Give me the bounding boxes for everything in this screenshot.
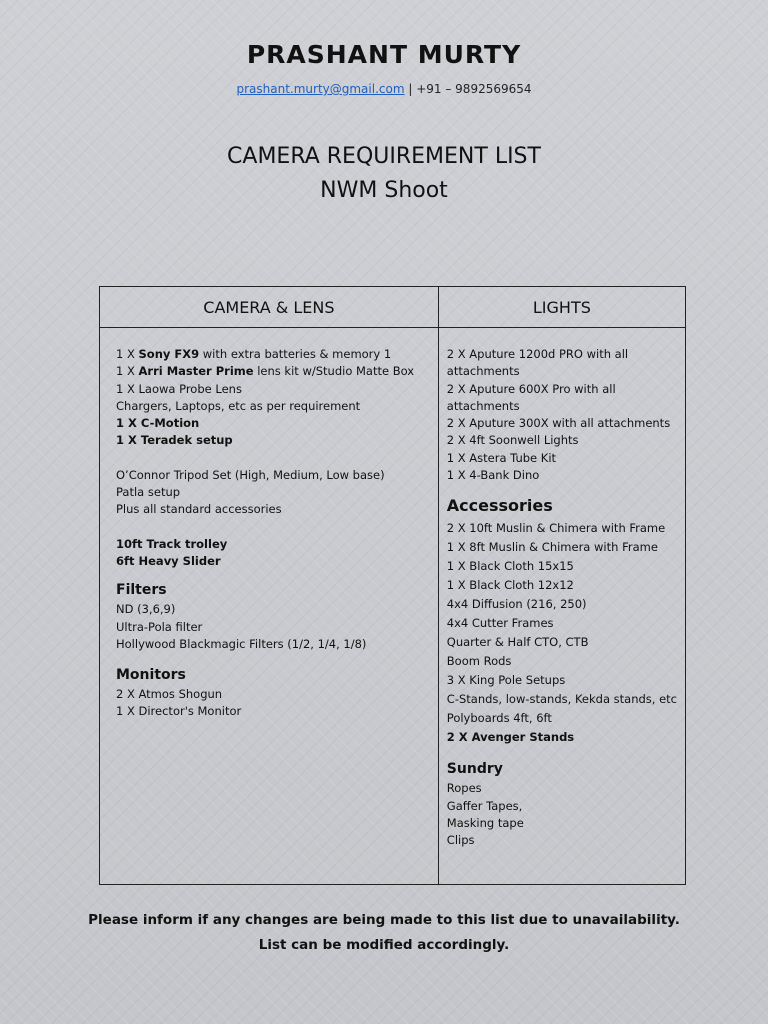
list-item: 1 X Director's Monitor bbox=[116, 704, 242, 719]
person-name: PRASHANT MURTY bbox=[246, 40, 522, 69]
list-item: Masking tape bbox=[446, 815, 524, 830]
list-item: Patla setup bbox=[116, 485, 181, 500]
list-item: 1 X Black Cloth 15x15 bbox=[446, 559, 574, 574]
list-item: Ropes bbox=[446, 781, 482, 796]
list-item: 4x4 Cutter Frames bbox=[446, 616, 554, 631]
list-item: 2 X 4ft Soonwell Lights bbox=[446, 433, 579, 448]
list-item: O’Connor Tripod Set (High, Medium, Low base) bbox=[116, 467, 385, 482]
list-item bbox=[116, 346, 430, 363]
footer-line-2: List can be modified accordingly. bbox=[258, 937, 510, 953]
filters-items-list bbox=[116, 601, 430, 653]
title-line-2: NWM Shoot bbox=[320, 178, 448, 203]
list-item bbox=[116, 398, 430, 415]
filters-title: Filters bbox=[116, 582, 167, 599]
list-item: attachments bbox=[446, 398, 520, 413]
list-item: 2 X 10ft Muslin & Chimera with Frame bbox=[446, 521, 666, 536]
title-line-1: CAMERA REQUIREMENT LIST bbox=[227, 144, 541, 169]
accessories-title: Accessories bbox=[446, 496, 553, 516]
document-title bbox=[0, 140, 768, 208]
lights-header: LIGHTS bbox=[438, 287, 685, 328]
footer-note bbox=[0, 908, 768, 958]
list-item-bold: Arri Master Prime bbox=[138, 364, 254, 379]
list-item: 2 X Aputure 300X with all attachments bbox=[446, 416, 671, 431]
monitors-title: Monitors bbox=[116, 667, 186, 684]
contact-separator: | bbox=[408, 82, 413, 96]
list-item: Plus all standard accessories bbox=[116, 502, 282, 517]
list-item: 4x4 Diffusion (216, 250) bbox=[446, 597, 587, 612]
list-item: Boom Rods bbox=[446, 654, 512, 669]
list-item: attachments bbox=[446, 364, 520, 379]
list-item: 2 X Avenger Stands bbox=[446, 730, 575, 745]
list-item-bold: 1 X C-Motion bbox=[116, 416, 200, 431]
list-item bbox=[116, 432, 430, 449]
list-item bbox=[116, 381, 430, 398]
lights-column bbox=[438, 328, 685, 885]
list-item: Clips bbox=[446, 833, 475, 848]
support-items-list bbox=[116, 467, 430, 519]
list-item: ND (3,6,9) bbox=[116, 602, 176, 617]
email-link[interactable]: prashant.murty@gmail.com bbox=[236, 82, 405, 96]
list-item: Polyboards 4ft, 6ft bbox=[446, 711, 552, 726]
list-item: Hollywood Blackmagic Filters (1/2, 1/4, 1/8) bbox=[116, 636, 367, 651]
table-header-row bbox=[100, 287, 686, 328]
list-item: 2 X Aputure 600X Pro with all bbox=[446, 381, 616, 396]
requirement-table bbox=[99, 286, 686, 885]
camera-lens-header: CAMERA & LENS bbox=[100, 287, 439, 328]
list-item: Gaffer Tapes, bbox=[446, 798, 523, 813]
list-item: 1 X Black Cloth 12x12 bbox=[446, 578, 574, 593]
list-item-post: with extra batteries & memory 1 bbox=[199, 347, 392, 361]
camera-lens-column bbox=[100, 328, 439, 885]
list-item: C-Stands, low-stands, Kekda stands, etc bbox=[446, 692, 677, 707]
list-item bbox=[116, 363, 430, 380]
accessories-items-list bbox=[447, 519, 677, 728]
sundry-items-list bbox=[447, 780, 677, 849]
list-item-post: Chargers, Laptops, etc as per requirement bbox=[116, 398, 361, 413]
list-item: 2 X Atmos Shogun bbox=[116, 687, 223, 702]
footer-line-1: Please inform if any changes are being made to this list due to unavailability. bbox=[88, 912, 680, 928]
list-item: 10ft Track trolley bbox=[116, 536, 228, 551]
list-item-post: 1 X Laowa Probe Lens bbox=[116, 381, 242, 396]
list-item bbox=[116, 415, 430, 432]
sundry-title: Sundry bbox=[446, 761, 503, 778]
phone-number: +91 – 9892569654 bbox=[416, 82, 532, 96]
list-item-post: lens kit w/Studio Matte Box bbox=[253, 364, 415, 379]
grip-items-list bbox=[116, 536, 430, 571]
list-item: 1 X Astera Tube Kit bbox=[446, 450, 557, 465]
list-item: 6ft Heavy Slider bbox=[116, 553, 221, 568]
list-item-bold: 1 X Teradek setup bbox=[116, 433, 233, 448]
list-item-bold: Sony FX9 bbox=[138, 347, 200, 361]
monitors-items-list bbox=[116, 686, 430, 721]
contact-line bbox=[0, 82, 768, 96]
list-item: 1 X 8ft Muslin & Chimera with Frame bbox=[446, 540, 658, 555]
table-body-row bbox=[100, 328, 686, 885]
lights-items-list bbox=[447, 346, 677, 484]
list-item: 2 X Aputure 1200d PRO with all bbox=[446, 347, 629, 361]
list-item-pre: 1 X bbox=[116, 364, 139, 379]
camera-items-list bbox=[116, 346, 430, 450]
list-item: 3 X King Pole Setups bbox=[446, 673, 566, 688]
list-item-pre: 1 X bbox=[116, 347, 139, 361]
list-item: Ultra-Pola filter bbox=[116, 619, 203, 634]
list-item: 1 X 4-Bank Dino bbox=[446, 468, 540, 483]
list-item: Quarter & Half CTO, CTB bbox=[446, 635, 589, 650]
